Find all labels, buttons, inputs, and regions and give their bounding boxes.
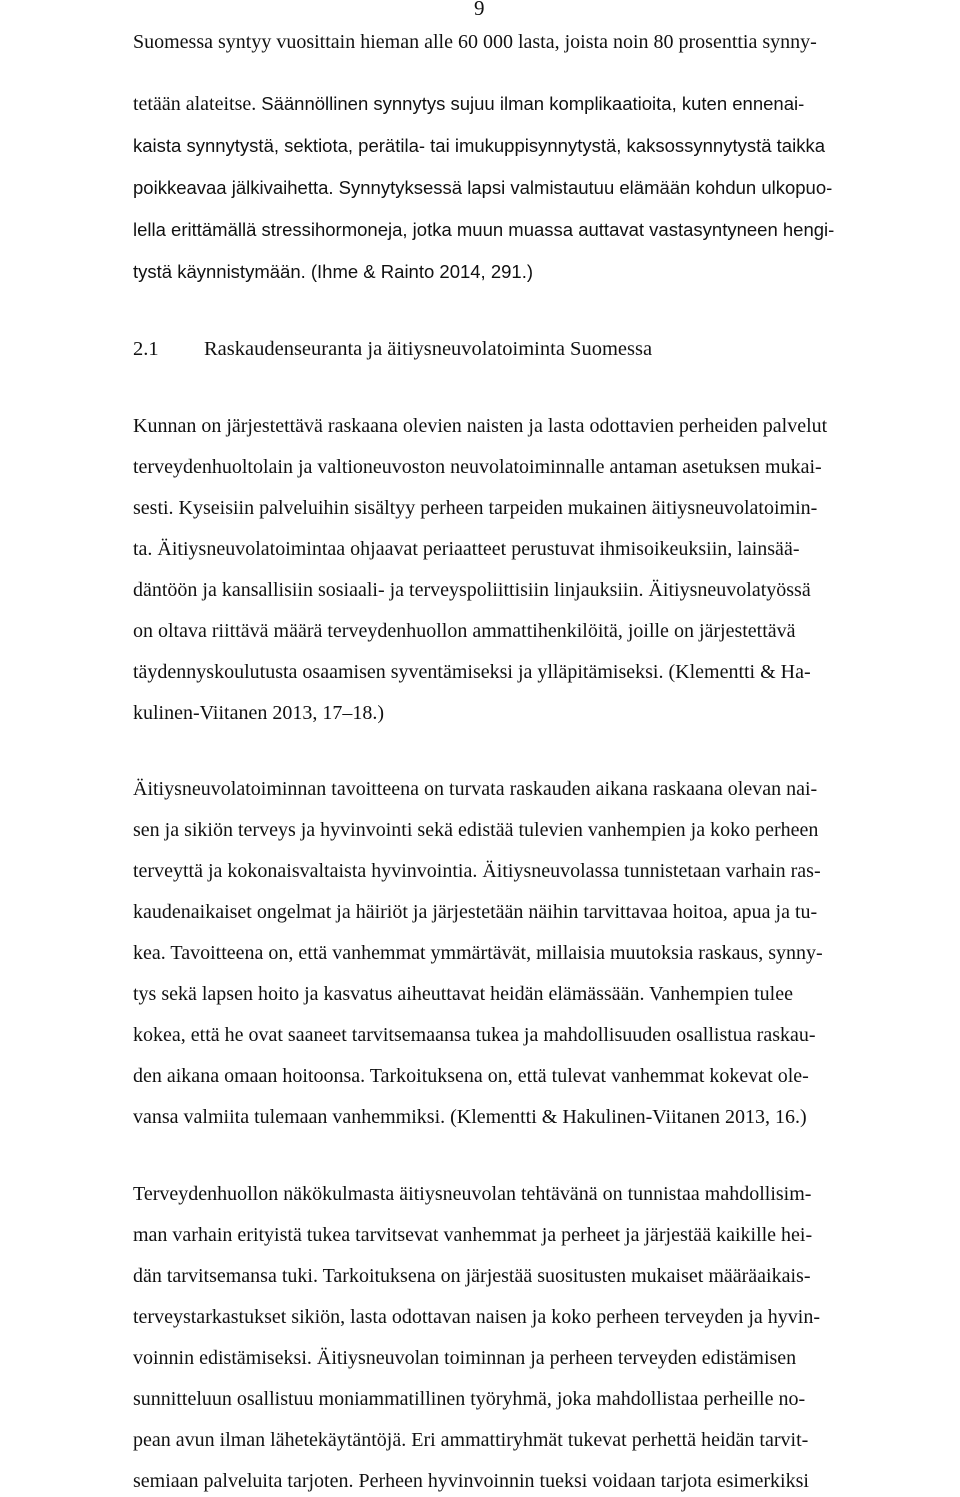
para3-line-6: sunnitteluun osallistuu moniammatillinen työryhmä, joka mahdollistaa perheille no- (133, 1388, 806, 1410)
para2-line-9: vansa valmiita tulemaan vanhemmiksi. (Klementti & Hakulinen-Viitanen 2013, 16.) (133, 1106, 807, 1128)
para1-line-7: täydennyskoulutusta osaamisen syventämiseksi ja ylläpitämiseksi. (Klementti & Ha- (133, 661, 811, 683)
para2-line-5: kea. Tavoitteena on, että vanhemmat ymmärtävät, millaisia muutoksia raskaus, synny- (133, 942, 823, 964)
para2-line-4: kaudenaikaiset ongelmat ja häiriöt ja järjestetään näihin tarvittavaa hoitoa, apua ja tu- (133, 901, 818, 923)
intro-line-1: Suomessa syntyy vuosittain hieman alle 60 000 lasta, joista noin 80 prosenttia synny- (133, 31, 817, 53)
para1-line-6: on oltava riittävä määrä terveydenhuollon ammattihenkilöitä, joille on järjestettävä (133, 620, 796, 642)
intro-line-4: poikkeavaa jälkivaihetta. Synnytyksessä lapsi valmistautuu elämään kohdun ulkopuo- (133, 177, 833, 198)
para1-line-8: kulinen-Viitanen 2013, 17–18.) (133, 702, 384, 724)
intro-line-6: tystä käynnistymään. (Ihme & Rainto 2014, 291.) (133, 261, 534, 282)
page-number: 9 (474, 0, 485, 20)
intro-line-2 (133, 91, 804, 117)
para1-line-1: Kunnan on järjestettävä raskaana olevien naisten ja lasta odottavien perheiden palvelut (133, 415, 828, 437)
para3-line-2: man varhain erityistä tukea tarvitsevat vanhemmat ja perheet ja järjestää kaikille hei- (133, 1224, 813, 1246)
para2-line-6: tys sekä lapsen hoito ja kasvatus aiheuttavat heidän elämässään. Vanhempien tulee (133, 983, 793, 1005)
para3-line-7: pean avun ilman lähetekäytäntöjä. Eri ammattiryhmät tukevat perhettä heidän tarvit- (133, 1429, 809, 1451)
para3-line-3: dän tarvitsemansa tuki. Tarkoituksena on järjestää suositusten mukaiset määräaikais- (133, 1265, 811, 1287)
para3-line-8: semiaan palveluita tarjoten. Perheen hyvinvoinnin tueksi voidaan tarjota esimerkiksi (133, 1470, 809, 1492)
intro-line-5: lella erittämällä stressihormoneja, jotka muun muassa auttavat vastasyntyneen hengi- (133, 219, 835, 240)
para3-line-4: terveystarkastukset sikiön, lasta odottavan naisen ja koko perheen terveyden ja hyvin- (133, 1306, 821, 1328)
intro-line-2-sans: Säännöllinen synnytys sujuu ilman komplikaatioita, kuten ennenai- (261, 93, 805, 114)
para1-line-5: däntöön ja kansallisiin sosiaali- ja terveyspoliittisiin linjauksiin. Äitiysneuvolatyössä (133, 579, 811, 601)
para1-line-4: ta. Äitiysneuvolatoimintaa ohjaavat periaatteet perustuvat ihmisoikeuksiin, lainsää- (133, 538, 800, 560)
para3-line-1: Terveydenhuollon näkökulmasta äitiysneuvolan tehtävänä on tunnistaa mahdollisim- (133, 1183, 812, 1205)
para2-line-2: sen ja sikiön terveys ja hyvinvointi sekä edistää tulevien vanhempien ja koko perheen (133, 819, 819, 841)
section-heading (133, 336, 652, 362)
para1-line-3: sesti. Kyseisiin palveluihin sisältyy perheen tarpeiden mukainen äitiysneuvolatoimin- (133, 497, 818, 519)
para3-line-5: voinnin edistämiseksi. Äitiysneuvolan toiminnan ja perheen terveyden edistämisen (133, 1347, 797, 1369)
section-title: Raskaudenseuranta ja äitiysneuvolatoiminta Suomessa (204, 338, 653, 360)
intro-line-3: kaista synnytystä, sektiota, perätila- tai imukuppisynnytystä, kaksossynnytystä taikka (133, 135, 825, 156)
para1-line-2: terveydenhuoltolain ja valtioneuvoston neuvolatoiminnalle antaman asetuksen mukai- (133, 456, 822, 478)
section-number: 2.1 (133, 338, 159, 360)
para2-line-7: kokea, että he ovat saaneet tarvitsemaansa tukea ja mahdollisuuden osallistua raskau- (133, 1024, 816, 1046)
intro-line-2-serif: tetään alateitse. (133, 93, 257, 115)
para2-line-1: Äitiysneuvolatoiminnan tavoitteena on turvata raskauden aikana raskaana olevan nai- (133, 778, 818, 800)
para2-line-3: terveyttä ja kokonaisvaltaista hyvinvointia. Äitiysneuvolassa tunnistetaan varhain ras- (133, 860, 821, 882)
para2-line-8: den aikana omaan hoitoonsa. Tarkoituksena on, että tulevat vanhemmat kokevat ole- (133, 1065, 809, 1087)
